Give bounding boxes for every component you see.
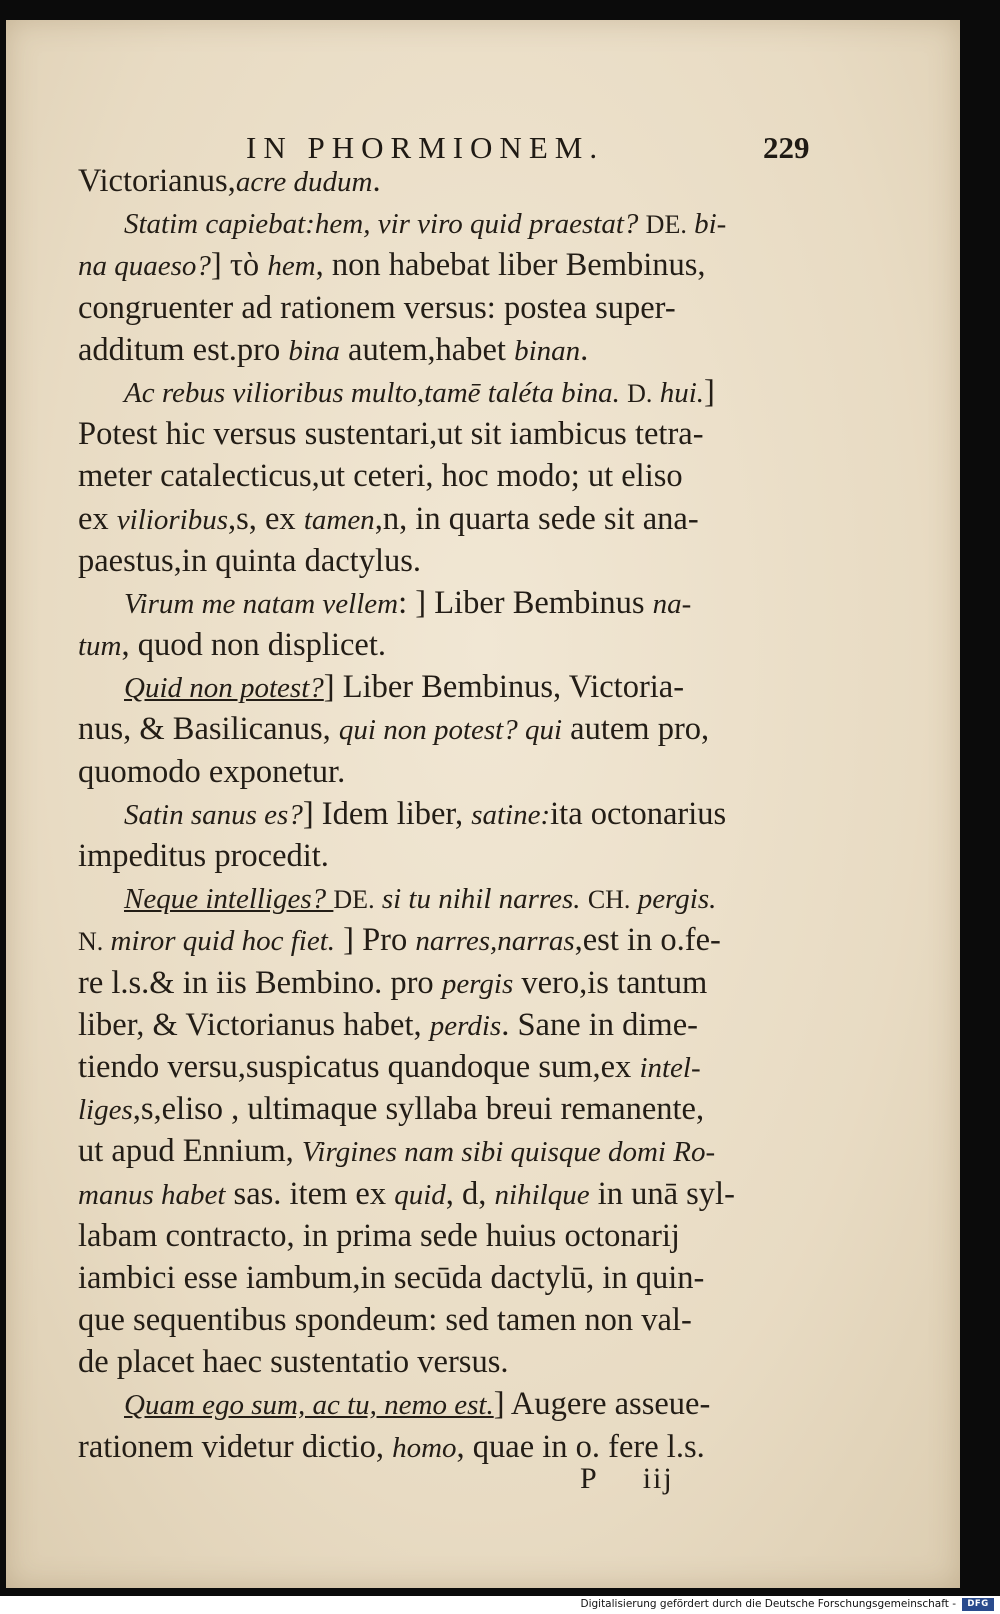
text-run: impeditus procedit. — [78, 838, 329, 874]
text-run: in unā syl- — [589, 1175, 735, 1212]
text-line — [78, 329, 813, 371]
text-run: ,s, ex — [227, 500, 304, 537]
italic-lemma: nihilque — [494, 1178, 590, 1211]
text-run: . Sane in dime- — [501, 1006, 698, 1043]
italic-lemma: pergis — [441, 967, 514, 1000]
text-line — [78, 1299, 813, 1341]
text-line — [78, 1088, 813, 1130]
text-run: ] Liber Bembinus, Victoria- — [323, 669, 685, 706]
italic-lemma: Statim capiebat:hem, vir viro quid praestat? — [124, 208, 646, 241]
italic-lemma: Quid non potest? — [124, 672, 324, 705]
text-run: . — [372, 163, 381, 199]
italic-lemma: vilioribus — [116, 503, 228, 536]
italic-lemma: qui non potest? qui — [338, 714, 563, 747]
text-line — [78, 1046, 813, 1088]
text-line — [78, 287, 813, 329]
speaker-tag: D. — [627, 378, 653, 408]
text-run: iambici esse iambum,in secūda dactylū, in quin- — [78, 1259, 705, 1296]
italic-lemma: na- — [652, 587, 692, 620]
italic-lemma: Neque intelliges? — [124, 883, 334, 916]
italic-lemma: bi- — [686, 208, 727, 241]
italic-lemma: hem — [267, 250, 316, 283]
text-line — [78, 1215, 813, 1257]
text-run: ] Pro — [335, 922, 416, 959]
text-run: , quae in o. fere l.s. — [456, 1428, 705, 1465]
italic-lemma: Quam ego sum, ac tu, nemo est. — [124, 1389, 494, 1422]
page-number: 229 — [763, 130, 810, 165]
speaker-tag: DE. — [645, 210, 687, 240]
text-line — [78, 877, 813, 919]
italic-lemma: miror quid hoc fiet. — [103, 925, 335, 958]
text-run: paestus,in quinta dactylus. — [78, 542, 421, 579]
speaker-tag: N. — [78, 927, 104, 957]
text-line — [78, 1173, 813, 1215]
italic-lemma: si tu nihil narres. — [374, 883, 588, 916]
text-line — [78, 1383, 813, 1425]
text-run: meter catalecticus,ut ceteri, hoc modo; ut eliso — [78, 458, 683, 495]
italic-lemma: manus habet — [78, 1178, 226, 1211]
text-line — [78, 371, 813, 413]
text-run: ut apud Ennium, — [78, 1133, 302, 1170]
text-run: congruenter ad rationem versus: postea super- — [78, 289, 676, 326]
text-run: ,est in o.fe- — [574, 922, 721, 959]
text-run: quomodo exponetur. — [78, 753, 346, 790]
text-run: ex — [78, 500, 117, 537]
italic-lemma: narres,narras — [415, 925, 575, 958]
text-line — [78, 202, 813, 244]
speaker-tag: DE. — [333, 885, 375, 915]
text-line — [78, 708, 813, 750]
italic-lemma: hui. — [652, 376, 704, 409]
text-line — [78, 624, 813, 666]
signature-mark — [580, 1462, 674, 1496]
italic-lemma: intel- — [639, 1051, 701, 1084]
text-run: ] Augere asseue- — [493, 1386, 711, 1423]
text-run: rationem videtur dictio, — [78, 1428, 393, 1465]
signature-letter: P — [580, 1462, 599, 1495]
italic-lemma: Virum me natam vellem — [124, 587, 399, 620]
text-run: , non habebat liber Bembinus, — [315, 247, 706, 284]
text-run: , d, — [445, 1175, 495, 1212]
text-line — [78, 919, 813, 961]
italic-lemma: satine: — [471, 798, 551, 831]
text-line — [78, 835, 813, 877]
text-line — [78, 751, 813, 793]
text-line — [78, 1004, 813, 1046]
text-run: ,s,eliso , ultimaque syllaba breui remanente, — [132, 1091, 705, 1128]
text-run: nus, & Basilicanus, — [78, 711, 339, 748]
italic-lemma: tum — [78, 630, 122, 663]
italic-lemma: binan — [514, 334, 581, 367]
text-line — [78, 540, 813, 582]
text-line — [78, 498, 813, 540]
text-line — [78, 1130, 813, 1172]
italic-lemma: bina — [288, 334, 340, 367]
italic-lemma: na quaeso? — [78, 250, 211, 283]
signature-number: iij — [642, 1462, 674, 1495]
text-run: re l.s.& in iis Bembino. pro — [78, 964, 442, 1001]
text-run: ita octonarius — [550, 795, 727, 832]
funding-notice: Digitalisierung gefördert durch die Deutsche Forschungsgemeinschaft - — [580, 1598, 956, 1610]
italic-lemma: acre dudum — [235, 166, 373, 198]
italic-lemma: tamen — [303, 503, 375, 536]
text-line — [78, 244, 813, 286]
text-line — [78, 1426, 813, 1468]
text-line — [78, 455, 813, 497]
text-run: ,n, in quarta sede sit ana- — [374, 500, 699, 537]
text-run: autem pro, — [562, 711, 710, 748]
text-run: liber, & Victorianus habet, — [78, 1006, 430, 1043]
text-run: ] — [704, 373, 715, 410]
text-run: que sequentibus spondeum: sed tamen non val- — [78, 1302, 692, 1339]
text-run: sas. item ex — [225, 1175, 395, 1212]
text-line — [78, 793, 813, 835]
text-run: vero,is tantum — [513, 964, 708, 1001]
italic-lemma: Virgines nam sibi quisque domi Ro- — [301, 1136, 716, 1169]
text-line — [78, 666, 813, 708]
commentary-text — [78, 160, 813, 1468]
text-line — [78, 160, 813, 202]
text-run: , quod non displicet. — [121, 627, 386, 664]
text-line — [78, 413, 813, 455]
running-head: IN PHORMIONEM. — [246, 130, 605, 165]
text-line — [78, 1257, 813, 1299]
dfg-logo: DFG — [962, 1598, 994, 1611]
text-run: Potest hic versus sustentari,ut sit iambicus tetra- — [78, 416, 704, 453]
italic-lemma: Satin sanus es? — [124, 798, 303, 831]
text-run: : ] Liber Bembinus — [398, 584, 653, 621]
text-line — [78, 582, 813, 624]
italic-lemma: Ac rebus vilioribus multo,tamē taléta bina. — [124, 376, 628, 409]
italic-lemma: pergis. — [630, 883, 717, 916]
text-line — [78, 962, 813, 1004]
italic-lemma: liges — [78, 1094, 133, 1127]
italic-lemma: perdis — [429, 1009, 502, 1042]
italic-lemma: quid — [394, 1178, 446, 1211]
text-line — [78, 1341, 813, 1383]
text-run: ] Idem liber, — [302, 795, 472, 832]
speaker-tag: CH. — [587, 885, 631, 915]
text-run: labam contracto, in prima sede huius octonarij — [78, 1217, 680, 1254]
text-run: . — [580, 331, 589, 368]
text-run: additum est.pro — [78, 331, 289, 368]
text-run: de placet haec sustentatio versus. — [78, 1344, 509, 1381]
text-run: autem,habet — [339, 331, 515, 368]
text-run: Victorianus, — [78, 163, 236, 199]
text-run: tiendo versu,suspicatus quandoque sum,ex — [78, 1048, 640, 1085]
text-run: ] τὸ — [210, 247, 268, 284]
italic-lemma: homo — [392, 1431, 457, 1464]
